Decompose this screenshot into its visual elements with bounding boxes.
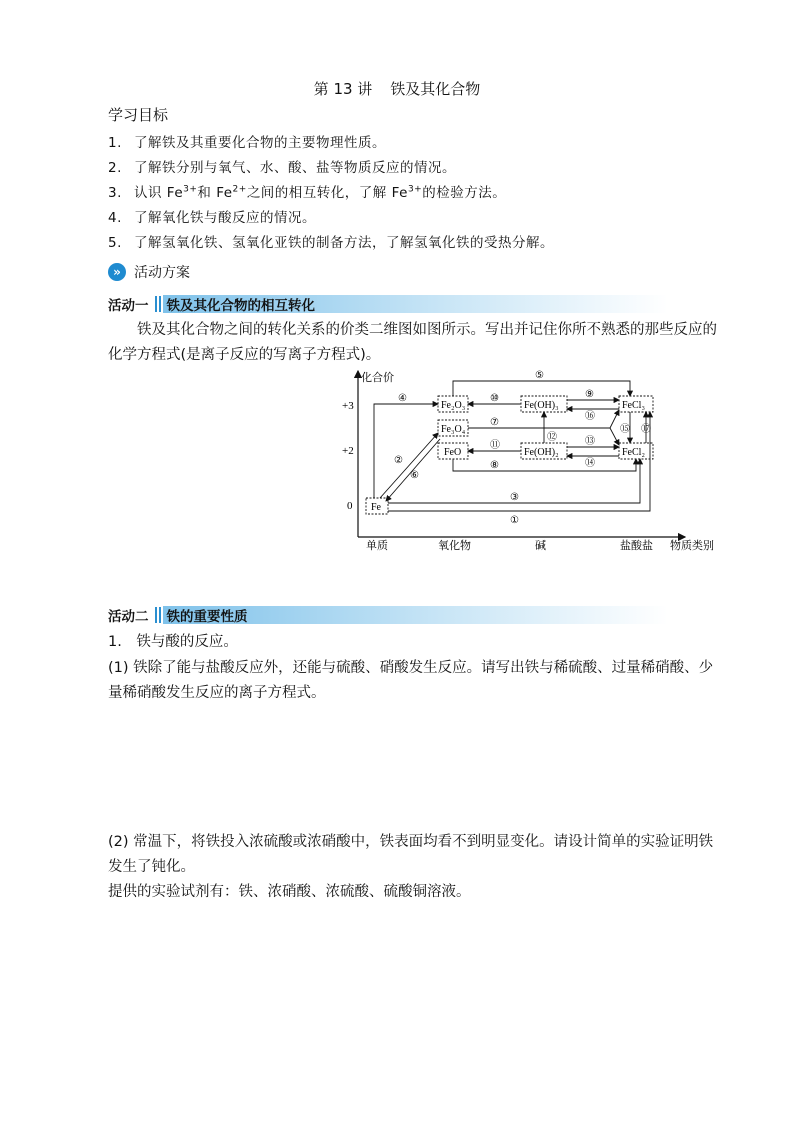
activity-plan-heading bbox=[108, 262, 190, 282]
y-tick-plus3: +3 bbox=[342, 400, 354, 412]
y-tick-zero: 0 bbox=[347, 500, 353, 512]
activity2-reagents: 提供的实验试剂有：铁、浓硝酸、浓硫酸、硫酸铜溶液。 bbox=[108, 884, 471, 900]
arrow-label-12: ⑫ bbox=[547, 432, 557, 443]
x-tick-base: 碱 bbox=[535, 540, 546, 552]
activity2-item1: 1. 铁与酸的反应。 bbox=[108, 634, 238, 650]
y-axis-label: 化合价 bbox=[361, 372, 394, 384]
arrow-label-2: ② bbox=[394, 455, 403, 466]
node-fe: Fe bbox=[371, 502, 381, 513]
arrow-label-8: ⑧ bbox=[490, 460, 499, 471]
arrow-label-7: ⑦ bbox=[490, 417, 499, 428]
activity1-header bbox=[108, 295, 668, 313]
goal-item-4: 4. 了解氧化铁与酸反应的情况。 bbox=[108, 210, 316, 226]
valence-class-diagram bbox=[330, 365, 730, 555]
activity2-header bbox=[108, 606, 668, 624]
activity2-title: 铁的重要性质 bbox=[163, 606, 669, 624]
goal-item-5: 5. 了解氢氧化铁、氢氧化亚铁的制备方法，了解氢氧化铁的受热分解。 bbox=[108, 235, 554, 251]
activity2-question2: (2) 常温下，将铁投入浓硫酸或浓硝酸中，铁表面均看不到明显变化。请设计简单的实验证明铁发生了钝化。 bbox=[108, 834, 714, 875]
node-fecl3: FeCl₃ bbox=[622, 400, 645, 411]
goals-heading: 学习目标 bbox=[108, 106, 169, 124]
arrow-label-16: ⑯ bbox=[585, 411, 595, 422]
double-chevron-icon: » bbox=[108, 263, 126, 281]
arrow-label-14: ⑭ bbox=[585, 458, 595, 469]
arrow-label-9: ⑨ bbox=[585, 389, 594, 400]
arrow-label-17: ⑰ bbox=[641, 424, 651, 435]
node-fe3o4: Fe₃O₄ bbox=[441, 424, 466, 435]
activity-plan-label: 活动方案 bbox=[134, 265, 190, 281]
arrow-label-1: ① bbox=[510, 515, 519, 526]
x-tick-oxide: 氧化物 bbox=[438, 540, 471, 552]
node-feoh2: Fe(OH)₂ bbox=[524, 447, 559, 458]
arrow-label-4: ④ bbox=[398, 393, 407, 404]
activity1-label: 活动一 bbox=[108, 298, 149, 314]
lesson-topic: 铁及其化合物 bbox=[390, 80, 481, 98]
arrow-label-13: ⑬ bbox=[585, 436, 595, 447]
goal-item-2: 2. 了解铁分别与氧气、水、酸、盐等物质反应的情况。 bbox=[108, 160, 456, 176]
node-feo: FeO bbox=[444, 447, 462, 458]
arrow-label-11: ⑪ bbox=[490, 440, 500, 451]
page-title bbox=[0, 78, 794, 99]
x-tick-chloride: 盐酸盐 bbox=[620, 540, 653, 552]
x-axis-label: 物质类别 bbox=[670, 540, 714, 552]
node-fecl2: FeCl₂ bbox=[622, 447, 645, 458]
arrow-label-6: ⑥ bbox=[410, 470, 419, 481]
arrow-label-5: ⑤ bbox=[535, 370, 544, 381]
activity1-title: 铁及其化合物的相互转化 bbox=[163, 295, 669, 313]
y-tick-plus2: +2 bbox=[342, 445, 354, 457]
lesson-number: 第 13 讲 bbox=[313, 80, 373, 98]
activity1-paragraph: 铁及其化合物之间的转化关系的价类二维图如图所示。写出并记住你所不熟悉的那些反应的化学方程式(是离子反应的写离子方程式)。 bbox=[108, 322, 717, 363]
goal-item-3: 3. 认识 $Fe^{3+}$和 $Fe^{2+}$之间的相互转化，了解 $Fe^{3+}$的检验方法。 bbox=[108, 184, 507, 201]
arrow-label-3: ③ bbox=[510, 492, 519, 503]
node-feoh3: Fe(OH)₃ bbox=[524, 400, 559, 411]
node-fe2o3: Fe₂O₃ bbox=[441, 400, 466, 411]
activity2-label: 活动二 bbox=[108, 609, 149, 625]
arrow-label-15: ⑮ bbox=[620, 424, 630, 435]
arrow-label-10: ⑩ bbox=[490, 393, 499, 404]
x-tick-element: 单质 bbox=[366, 540, 388, 552]
activity2-question1: (1) 铁除了能与盐酸反应外，还能与硫酸、硝酸发生反应。请写出铁与稀硫酸、过量稀硝酸、少量稀硝酸发生反应的离子方程式。 bbox=[108, 660, 714, 701]
goal-item-1: 1. 了解铁及其重要化合物的主要物理性质。 bbox=[108, 135, 386, 151]
